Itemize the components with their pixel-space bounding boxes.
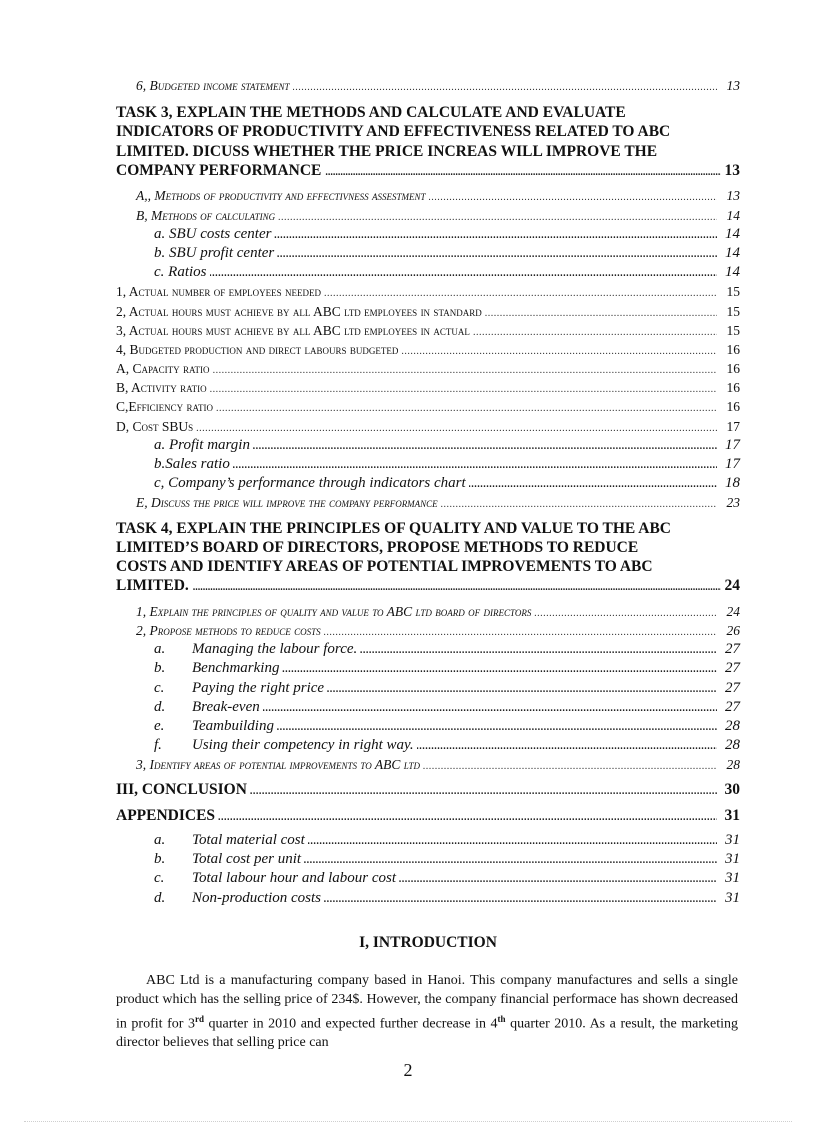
toc-entry-label: b. SBU profit center <box>154 244 275 261</box>
toc-leader <box>278 206 717 227</box>
toc-entry-label: 1, Explain the principles of quality and value to ABC ltd board of directors <box>136 603 532 619</box>
toc-entry[interactable] <box>116 186 740 205</box>
toc-entry-label <box>154 659 279 678</box>
toc-entry-page: 27 <box>725 698 740 715</box>
toc-entry[interactable] <box>116 621 740 640</box>
toc-entry-page: 28 <box>725 737 740 754</box>
toc-entry-marker: b. <box>154 851 166 868</box>
toc-entry-page: 17 <box>725 456 740 472</box>
introduction-paragraph <box>116 972 738 1053</box>
toc-entry[interactable] <box>116 850 740 869</box>
toc-entry[interactable] <box>116 659 740 678</box>
toc-leader <box>304 850 717 870</box>
toc-entry-page: 14 <box>725 244 740 261</box>
toc-entry-page: 26 <box>726 622 740 638</box>
task-3-line-2: INDICATORS OF PRODUCTIVITY AND EFFECTIVENESS RELATED TO ABC <box>116 123 671 141</box>
task-4-line-4: LIMITED. <box>116 577 189 595</box>
intro-text-3: quarter 2010. As a result, the marketing director believes that selling price can <box>116 1016 738 1051</box>
toc-entry-label: 4, Budgeted production and direct labours budgeted <box>116 341 399 357</box>
toc-entry-label: 2, Propose methods to reduce costs <box>136 622 321 638</box>
toc-leader <box>218 806 717 827</box>
toc-entry[interactable] <box>116 474 740 493</box>
toc-entry-page: 27 <box>725 660 740 677</box>
task-4-entries <box>116 602 740 640</box>
toc-entry-text: Benchmarking <box>192 660 280 677</box>
toc-entry[interactable] <box>116 736 740 755</box>
toc-entry[interactable] <box>116 679 740 698</box>
appendix-entries <box>116 831 740 908</box>
toc-leader <box>250 780 717 801</box>
toc-leader <box>233 455 717 475</box>
toc-entry-label <box>154 850 301 869</box>
toc-entry-page: 27 <box>725 679 740 696</box>
toc-leader <box>210 263 718 283</box>
toc-leader <box>429 186 718 207</box>
toc-leader <box>360 640 717 660</box>
toc-entry-label: 3, Actual hours must achieve by all ABC ltd employees in actual <box>116 322 470 338</box>
toc-leader <box>293 76 718 97</box>
toc-entry-text: Total cost per unit <box>192 851 302 868</box>
toc-entry-page: 28 <box>726 757 740 773</box>
toc-entry-label <box>154 640 357 659</box>
toc-entry-page: 14 <box>726 207 740 223</box>
toc-entry-marker: c. <box>154 870 165 887</box>
toc-leader <box>441 493 717 514</box>
toc-leader <box>485 302 717 323</box>
toc-entry[interactable] <box>116 263 740 282</box>
toc-entry-text: Total material cost <box>192 832 305 849</box>
toc-entry-label: c. Ratios <box>154 264 207 281</box>
toc-entry-text: Managing the labour force. <box>192 641 358 658</box>
toc-entry-conclusion[interactable] <box>116 780 740 799</box>
toc-leader <box>277 717 717 737</box>
toc-entry-marker: c. <box>154 679 165 696</box>
toc-entry-label: b.Sales ratio <box>154 456 230 472</box>
toc-entry-page: 14 <box>725 264 740 281</box>
toc-entry-label: B, Activity ratio <box>116 380 207 396</box>
toc-entry-page: 16 <box>726 380 740 396</box>
page-number: 2 <box>403 1060 413 1080</box>
toc-leader <box>469 474 717 494</box>
toc-entry[interactable] <box>116 698 740 717</box>
task-4-line-3: COSTS AND IDENTIFY AREAS OF POTENTIAL IMPROVEMENTS TO ABC <box>116 558 653 576</box>
toc-leader <box>324 889 717 909</box>
toc-entry-label: III, CONCLUSION <box>116 781 247 799</box>
toc-leader <box>282 659 717 679</box>
intro-text-1: ABC Ltd is a manufacturing company based in Hanoi. This company manufactures and sells a single product which has the selling price of 234$. However, the company financial performace has shown decreased in profit for <box>116 973 738 1032</box>
toc-entry-page: 13 <box>726 78 740 93</box>
intro-sup-1: rd <box>194 1013 204 1024</box>
toc-entry[interactable] <box>116 282 740 301</box>
toc-entry-marker: d. <box>154 698 166 715</box>
task-3-line-1: TASK 3, EXPLAIN THE METHODS AND CALCULATE AND EVALUATE <box>116 104 626 122</box>
section-title-introduction: I, INTRODUCTION <box>359 934 497 951</box>
toc-entry-page: 17 <box>726 418 740 434</box>
toc-entry-label <box>154 679 324 698</box>
toc-entry-marker: e. <box>154 717 165 734</box>
task-3-page: 13 <box>724 162 740 180</box>
toc-leader <box>216 397 717 418</box>
toc-leader <box>196 417 717 438</box>
toc-entry-appendices[interactable] <box>116 806 740 825</box>
toc-entry-marker: f. <box>154 737 162 754</box>
toc-leader <box>534 602 717 623</box>
task-4-line-2: LIMITED’S BOARD OF DIRECTORS, PROPOSE METHODS TO REDUCE <box>116 538 639 556</box>
toc-leader <box>473 321 717 342</box>
toc-entry[interactable] <box>116 397 740 416</box>
toc-entry-label: a. SBU costs center <box>154 225 272 242</box>
toc-entry-label: a. Profit margin <box>154 436 250 453</box>
toc-entry-page: 31 <box>725 870 740 887</box>
toc-leader <box>423 755 717 776</box>
toc-entry-label <box>154 717 274 736</box>
toc-leader <box>277 244 717 264</box>
task-4-page: 24 <box>724 577 740 595</box>
toc-entry[interactable] <box>116 493 740 512</box>
toc-entry[interactable] <box>116 602 740 621</box>
toc-entry-label: B, Methods of calculating <box>136 207 276 223</box>
toc-entry-text: Teambuilding <box>192 717 274 734</box>
toc-leader <box>327 679 717 699</box>
toc-leader <box>210 378 717 399</box>
toc-entry-page: 16 <box>726 399 740 415</box>
toc-entry-label <box>154 736 414 755</box>
toc-entry[interactable] <box>116 206 740 225</box>
toc-leader <box>253 436 717 456</box>
toc-leader <box>324 282 717 303</box>
toc-leader <box>401 340 717 361</box>
toc-leader <box>417 736 717 756</box>
task-3-entries <box>116 186 740 512</box>
toc-entry-page: 23 <box>726 495 740 511</box>
toc-entry-label: 6, Budgeted income statement <box>136 78 290 93</box>
toc-entry-label: 1, Actual number of employees needed <box>116 284 322 300</box>
toc-entry-page: 18 <box>725 475 740 492</box>
toc-entry-page: 16 <box>726 361 740 377</box>
toc-entry-marker: d. <box>154 889 166 906</box>
toc-entry[interactable] <box>116 302 740 321</box>
toc-entry-label <box>154 869 396 888</box>
toc-entry-label: c, Company’s performance through indicators chart <box>154 475 466 492</box>
intro-num-2: 4 <box>490 1016 498 1032</box>
toc-entry-label: 3, Identify areas of potential improvements to ABC ltd <box>136 757 421 773</box>
toc-entry[interactable] <box>116 717 740 736</box>
toc-leader <box>263 698 717 718</box>
toc-entry-label <box>154 698 260 717</box>
toc-entry-page: 17 <box>725 436 740 453</box>
toc-entry-label: APPENDICES <box>116 806 216 824</box>
toc-entry-label: A,, Methods of productivity and effectivness assestment <box>136 188 426 204</box>
toc-entry[interactable] <box>116 889 740 908</box>
table-of-contents <box>116 76 740 908</box>
toc-entry-text: Using their competency in right way. <box>192 737 414 754</box>
toc-entry-identify-areas[interactable] <box>116 755 740 774</box>
toc-entry-page: 31 <box>725 851 740 868</box>
toc-entry-text: Break-even <box>192 698 260 715</box>
toc-entry-page: 16 <box>726 341 740 357</box>
toc-entry-page: 14 <box>725 225 740 242</box>
toc-entry-page: 30 <box>724 781 740 799</box>
task-3-line-3: LIMITED. DICUSS WHETHER THE PRICE INCREAS WILL IMPROVE THE <box>116 142 658 160</box>
task-3-line-4: COMPANY PERFORMANCE <box>116 162 322 180</box>
toc-entry-label: A, Capacity ratio <box>116 361 210 377</box>
toc-entry-page: 13 <box>726 188 740 204</box>
toc-entry-label: C,Efficiency ratio <box>116 399 214 415</box>
toc-entry-marker: a. <box>154 832 166 849</box>
intro-num-1: 3 <box>187 1016 195 1032</box>
toc-entry-label <box>154 831 305 850</box>
toc-entry[interactable] <box>116 359 740 378</box>
toc-entry[interactable] <box>116 869 740 888</box>
toc-entry-page: 24 <box>726 603 740 619</box>
intro-text-2: quarter in 2010 and expected further decrease in <box>203 1016 491 1032</box>
toc-entry-page: 15 <box>726 303 740 319</box>
toc-entry-text: Total labour hour and labour cost <box>192 870 397 887</box>
toc-entry-label: 2, Actual hours must achieve by all ABC ltd employees in standard <box>116 303 482 319</box>
toc-entry[interactable] <box>116 831 740 850</box>
toc-leader <box>324 621 717 642</box>
toc-entry[interactable] <box>116 321 740 340</box>
toc-entry-page: 31 <box>725 889 740 906</box>
toc-entry-page: 15 <box>726 322 740 338</box>
toc-leader <box>325 161 720 182</box>
toc-entry-label: E, Discuss the price will improve the company performance <box>136 495 438 511</box>
methods-entries <box>116 640 740 755</box>
toc-leader <box>399 869 717 889</box>
toc-entry-page: 31 <box>725 832 740 849</box>
toc-leader <box>274 225 717 245</box>
toc-entry[interactable] <box>116 244 740 263</box>
toc-entry-marker: a. <box>154 641 166 658</box>
toc-entry[interactable] <box>116 340 740 359</box>
toc-entry-budgeted-income[interactable] <box>116 76 740 95</box>
toc-entry-text: Paying the right price <box>192 679 325 696</box>
toc-entry-page: 31 <box>724 806 740 824</box>
toc-leader <box>193 576 721 597</box>
toc-entry-label <box>154 889 321 908</box>
toc-entry-page: 27 <box>725 641 740 658</box>
toc-entry-marker: b. <box>154 660 166 677</box>
toc-leader <box>213 359 717 380</box>
toc-leader <box>308 831 717 851</box>
toc-entry-text: Non-production costs <box>192 889 322 906</box>
toc-entry[interactable] <box>116 417 740 436</box>
toc-entry-page: 28 <box>725 717 740 734</box>
toc-task-3-heading[interactable] <box>116 103 740 182</box>
toc-task-4-heading[interactable] <box>116 519 740 598</box>
toc-entry-label: D, Cost SBUs <box>116 418 194 434</box>
toc-entry[interactable] <box>116 455 740 474</box>
toc-entry[interactable] <box>116 378 740 397</box>
task-4-line-1: TASK 4, EXPLAIN THE PRINCIPLES OF QUALITY AND VALUE TO THE ABC <box>116 519 671 537</box>
page-bottom-rule <box>24 1121 792 1122</box>
toc-entry[interactable] <box>116 436 740 455</box>
intro-sup-2: th <box>497 1013 506 1024</box>
toc-entry-page: 15 <box>726 284 740 300</box>
toc-entry[interactable] <box>116 225 740 244</box>
toc-entry[interactable] <box>116 640 740 659</box>
